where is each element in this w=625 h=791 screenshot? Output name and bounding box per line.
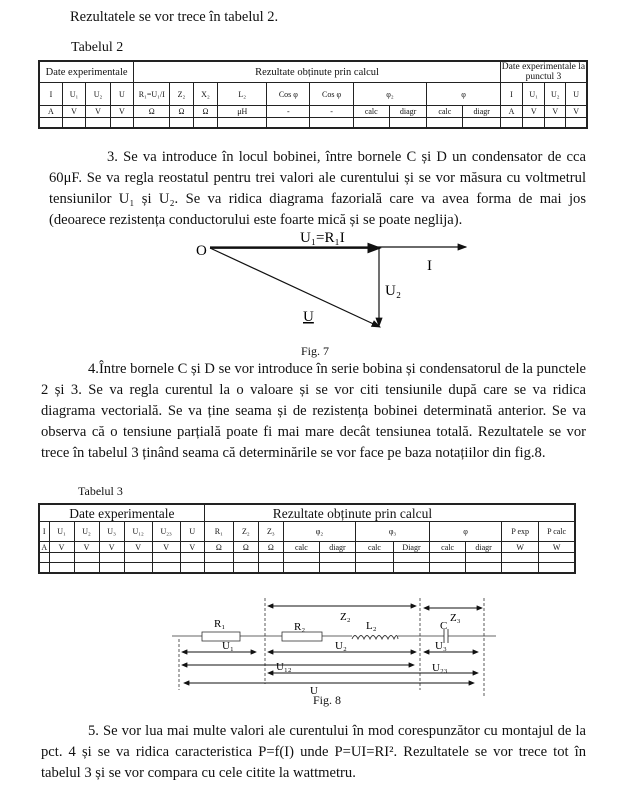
table3-cell[interactable] <box>180 563 204 573</box>
paragraph-3 <box>49 147 586 231</box>
fig8-caption: Fig. 8 <box>313 693 342 707</box>
table3-cell[interactable] <box>49 553 74 563</box>
table3-unit: V <box>124 542 152 553</box>
table3-col-header: φ₃ <box>355 522 429 542</box>
table3-cell[interactable] <box>180 553 204 563</box>
table2-unit: V <box>86 106 111 118</box>
l2-label: L₂ <box>366 620 377 632</box>
paragraph-4 <box>41 359 586 464</box>
table3-col-header: U₂ <box>74 522 99 542</box>
paragraph-4-text: 4.Între bornele C și D se vor introduce în serie bobina și condensatorul de la punctele 2 și 3. Se va regla curentul la o valoare și se vor citi tensiunile după care se va ridica diagrama vectorială. Se va ține seama și de rezistența bobinei determinată anterior. Se va observa că o tensiune parțială poate fi mai mare decât tensiunea totală. Rezultatele se vor trece în tabelul 3 ținând seama că determinările se vor face pe baza notațiilor din fig.8. <box>41 361 586 461</box>
table3-cell[interactable] <box>319 563 355 573</box>
table2-unit: A <box>500 106 522 118</box>
intro-text: Rezultatele se vor trece în tabelul 2. <box>70 9 279 25</box>
table3-cell[interactable] <box>466 553 502 563</box>
table2-group-calculated: Rezultate obținute prin calcul <box>134 61 501 83</box>
u1-label: U₁ <box>222 640 234 652</box>
table2-cell[interactable] <box>566 118 587 128</box>
table2-unit: V <box>110 106 133 118</box>
table2-cell[interactable] <box>86 118 111 128</box>
table3-cell[interactable] <box>39 563 49 573</box>
table2-group-point3: Date experimentale la punctul 3 <box>501 62 586 82</box>
table2-col-header: U₂ <box>545 83 566 106</box>
table2-cell[interactable] <box>310 118 353 128</box>
table2-cell[interactable] <box>39 118 62 128</box>
table2-unit: V <box>62 106 85 118</box>
table2-unit: calc <box>353 106 389 118</box>
table3-col-header: U₁ <box>49 522 74 542</box>
table3-cell[interactable] <box>394 563 430 573</box>
table2-cell[interactable] <box>170 118 193 128</box>
table3-cell[interactable] <box>204 563 233 573</box>
table3-cell[interactable] <box>355 563 393 573</box>
table3-cell[interactable] <box>204 553 233 563</box>
table3-col-header: Z₃ <box>258 522 283 542</box>
table2-col-header: R₁=U₁/I <box>134 83 170 106</box>
table3-unit: V <box>152 542 180 553</box>
table2-unit: - <box>310 106 353 118</box>
table2-unit: - <box>267 106 310 118</box>
table3-unit: Diagr <box>394 542 430 553</box>
u-label: U <box>310 685 318 697</box>
current-label: I <box>427 258 432 274</box>
u12-label: U₁₂ <box>276 661 292 673</box>
inductor-l2 <box>352 636 398 640</box>
table2-col-header: L₂ <box>218 83 267 106</box>
u2-label: U₂ <box>385 283 402 299</box>
table3-col-header: φ₂ <box>283 522 355 542</box>
paragraph-5 <box>41 721 586 784</box>
fig8-circuit-diagram <box>170 592 500 697</box>
table2-unit: Ω <box>193 106 218 118</box>
table3-unit: V <box>74 542 99 553</box>
table2-col-header: Cos φ <box>310 83 353 106</box>
table3-cell[interactable] <box>152 553 180 563</box>
table3-col-header: U₂₃ <box>152 522 180 542</box>
table3-cell[interactable] <box>539 553 575 563</box>
table2-cell[interactable] <box>62 118 85 128</box>
table2-unit: V <box>566 106 587 118</box>
table2-cell[interactable] <box>110 118 133 128</box>
u2-label: U₂ <box>335 640 347 652</box>
table2-unit: V <box>523 106 545 118</box>
table3-unit: Ω <box>233 542 258 553</box>
origin-label: O <box>196 243 207 259</box>
table2-cell[interactable] <box>353 118 389 128</box>
table2-cell[interactable] <box>193 118 218 128</box>
resistor-r2 <box>282 632 322 641</box>
table3-cell[interactable] <box>74 553 99 563</box>
table3-unit: V <box>99 542 124 553</box>
table3-cell[interactable] <box>283 553 319 563</box>
table3-unit: Ω <box>258 542 283 553</box>
table2-col-header: U <box>566 83 587 106</box>
table2-col-header: Cos φ <box>267 83 310 106</box>
table2-cell[interactable] <box>523 118 545 128</box>
table3-cell[interactable] <box>233 563 258 573</box>
fig7-caption: Fig. 7 <box>301 344 330 358</box>
table3-unit: V <box>180 542 204 553</box>
table3-cell[interactable] <box>99 553 124 563</box>
table2-col-header: I <box>500 83 522 106</box>
table3-unit: calc <box>283 542 319 553</box>
table3-cell[interactable] <box>99 563 124 573</box>
table3-cell[interactable] <box>502 553 539 563</box>
table3-cell[interactable] <box>394 553 430 563</box>
table3-col-header: U <box>180 522 204 542</box>
table3-unit: calc <box>355 542 393 553</box>
table3-col-header: U₁₂ <box>124 522 152 542</box>
paragraph-3-text: 3. Se va introduce în locul bobinei, între bornele C și D un condensator de cca 60μF. Se va regla reostatul pentru trei valori ale curentului și se vor măsura cu voltmetrul tensiunilor U₁ și U₂. Se va ridica diagrama fazorială care va avea forma de mai jos (deoarece rezistența conductorului este foarte mică și se poate neglija). <box>49 149 586 228</box>
table3-col-header: Z₂ <box>233 522 258 542</box>
table3-cell[interactable] <box>152 563 180 573</box>
table2-cell[interactable] <box>463 118 500 128</box>
table2-caption: Tabelul 2 <box>71 40 124 55</box>
table3 <box>38 503 576 574</box>
table3-col-header: U₃ <box>99 522 124 542</box>
table3-unit: Ω <box>204 542 233 553</box>
table3-empty-row <box>39 563 575 573</box>
table3-cell[interactable] <box>258 553 283 563</box>
table3-cell[interactable] <box>74 563 99 573</box>
table3-caption: Tabelul 3 <box>78 484 123 498</box>
table3-unit: W <box>539 542 575 553</box>
table2-units-row <box>39 106 587 118</box>
table2-cell[interactable] <box>134 118 170 128</box>
table3-units-row <box>39 542 575 553</box>
u-label: U <box>303 309 314 325</box>
table3-unit: W <box>502 542 539 553</box>
table3-col-header: φ <box>430 522 502 542</box>
table3-cell[interactable] <box>466 563 502 573</box>
table2-col-header: U₁ <box>523 83 545 106</box>
table3-cell[interactable] <box>233 553 258 563</box>
table2-col-header: φ₂ <box>353 83 427 106</box>
table2-unit: A <box>39 106 62 118</box>
table3-cell[interactable] <box>502 563 539 573</box>
table3-cell[interactable] <box>124 563 152 573</box>
table3-group-calculated: Rezultate obținute prin calcul <box>204 504 575 522</box>
table3-unit: diagr <box>319 542 355 553</box>
table2-cell[interactable] <box>267 118 310 128</box>
table2-cell[interactable] <box>427 118 463 128</box>
table2-unit: Ω <box>170 106 193 118</box>
u1-label: U₁=R₁I <box>300 230 345 246</box>
table3-cell[interactable] <box>430 553 466 563</box>
c-label: C <box>440 620 448 632</box>
table2-col-header: φ <box>427 83 501 106</box>
table3-cell[interactable] <box>355 553 393 563</box>
table2-cell[interactable] <box>500 118 522 128</box>
table3-cell[interactable] <box>430 563 466 573</box>
table2-col-header: U <box>110 83 133 106</box>
table2-unit: diagr <box>389 106 426 118</box>
table2-empty-row <box>39 118 587 128</box>
table2 <box>38 60 588 129</box>
table3-cell[interactable] <box>319 553 355 563</box>
table2-cell[interactable] <box>389 118 426 128</box>
table3-unit: calc <box>430 542 466 553</box>
u23-label: U₂₃ <box>432 662 448 674</box>
z2-label: Z₂ <box>340 611 351 623</box>
r2-label: R₂ <box>294 621 306 633</box>
table2-group-experimental: Date experimentale <box>39 61 134 83</box>
resistor-r1 <box>202 632 240 641</box>
table3-cell[interactable] <box>258 563 283 573</box>
table2-unit: μH <box>218 106 267 118</box>
table2-unit: diagr <box>463 106 500 118</box>
table3-cell[interactable] <box>39 553 49 563</box>
table2-col-header: Z₂ <box>170 83 193 106</box>
table3-unit: diagr <box>466 542 502 553</box>
table3-col-header: R₁ <box>204 522 233 542</box>
table3-col-header: I <box>39 522 49 542</box>
table2-col-header: U₂ <box>86 83 111 106</box>
table2-col-header: I <box>39 83 62 106</box>
table3-unit: A <box>39 542 49 553</box>
table2-unit: V <box>545 106 566 118</box>
u-phasor <box>210 248 380 327</box>
table3-cell[interactable] <box>49 563 74 573</box>
fig7-phasor-diagram <box>180 225 480 365</box>
table3-cell[interactable] <box>124 553 152 563</box>
table2-col-header: X₂ <box>193 83 218 106</box>
table3-cell[interactable] <box>283 563 319 573</box>
table2-col-header: U₁ <box>62 83 85 106</box>
r1-label: R₁ <box>214 618 226 630</box>
table2-unit: Ω <box>134 106 170 118</box>
table3-group-experimental: Date experimentale <box>39 504 204 522</box>
table3-cell[interactable] <box>539 563 575 573</box>
table3-unit: V <box>49 542 74 553</box>
table3-col-header: P calc <box>539 522 575 542</box>
table3-col-header: P exp <box>502 522 539 542</box>
paragraph-5-text: 5. Se vor lua mai multe valori ale curentului în mod corespunzător cu montajul de la pct. 4 și se va ridica caracteristica P=f(I) unde P=UI=RI². Rezultatele se vor trece tot în tabelul 3 și se vor compara cu cele citite la wattmetru. <box>41 723 586 781</box>
u3-label: U₃ <box>435 640 447 652</box>
table2-cell[interactable] <box>218 118 267 128</box>
table3-empty-row <box>39 553 575 563</box>
table2-cell[interactable] <box>545 118 566 128</box>
table2-unit: calc <box>427 106 463 118</box>
z3-label: Z₃ <box>450 612 461 624</box>
